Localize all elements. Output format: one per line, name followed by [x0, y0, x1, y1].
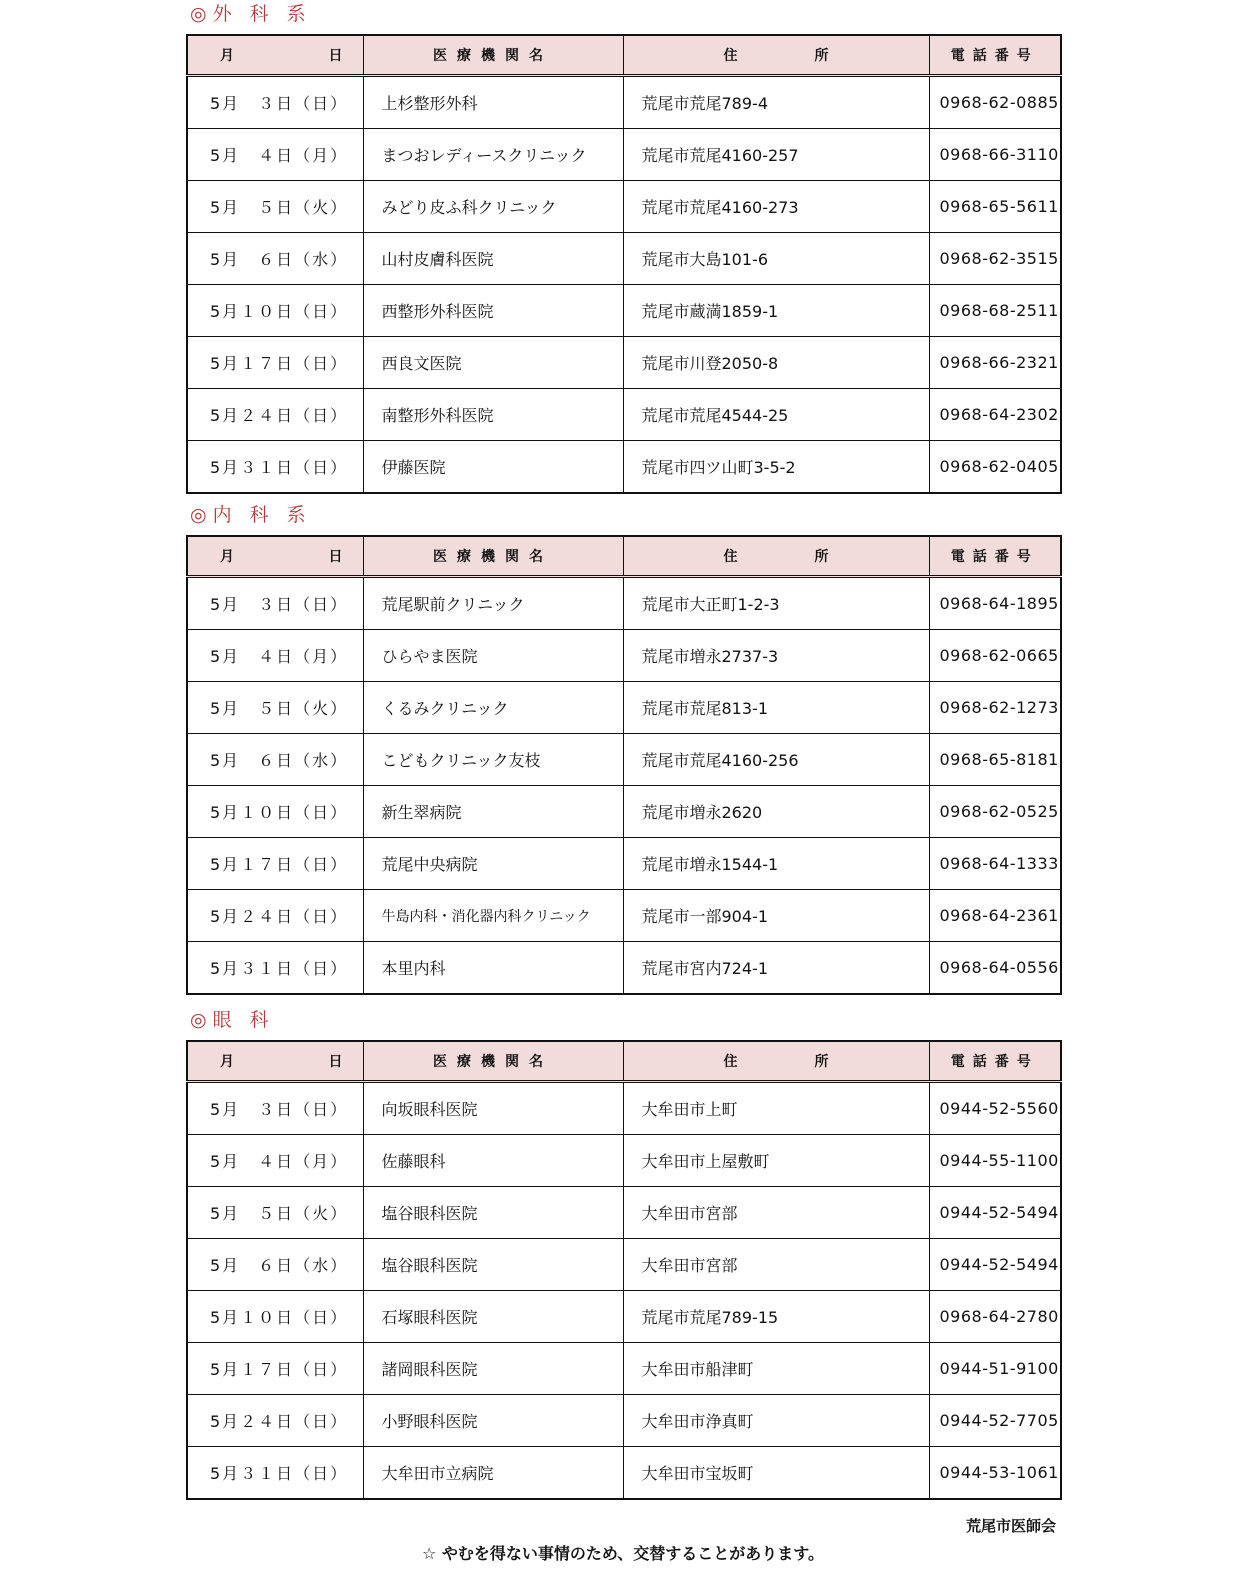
date-cell: 5月 ６日（水） [187, 233, 363, 285]
address-cell: 大牟田市船津町 [623, 1343, 929, 1395]
address-cell: 荒尾市増永2620 [623, 786, 929, 838]
phone-cell: 0968-64-2361 [929, 890, 1061, 942]
table-row [187, 1082, 1061, 1135]
clinic-name-cell: 諸岡眼科医院 [363, 1343, 623, 1395]
phone-cell: 0968-64-1895 [929, 577, 1061, 630]
address-cell: 荒尾市荒尾4160-273 [623, 181, 929, 233]
address-cell: 大牟田市上屋敷町 [623, 1135, 929, 1187]
header-address: 住 所 [623, 536, 929, 577]
phone-cell: 0968-62-0405 [929, 441, 1061, 494]
clinic-name-cell: 南整形外科医院 [363, 389, 623, 441]
header-name: 医療機関名 [363, 1041, 623, 1082]
clinic-name-cell: 小野眼科医院 [363, 1395, 623, 1447]
date-cell: 5月 ４日（月） [187, 1135, 363, 1187]
table-row [187, 285, 1061, 337]
schedule-table [186, 1040, 1062, 1500]
phone-cell: 0944-52-5560 [929, 1082, 1061, 1135]
header-tel: 電話番号 [929, 1041, 1061, 1082]
clinic-name-cell: 塩谷眼科医院 [363, 1239, 623, 1291]
address-cell: 荒尾市荒尾789-4 [623, 76, 929, 129]
phone-cell: 0968-66-3110 [929, 129, 1061, 181]
date-cell: 5月２４日（日） [187, 1395, 363, 1447]
date-cell: 5月 ４日（月） [187, 129, 363, 181]
clinic-name-cell: 上杉整形外科 [363, 76, 623, 129]
phone-cell: 0944-52-5494 [929, 1187, 1061, 1239]
date-cell: 5月 ３日（日） [187, 76, 363, 129]
date-cell: 5月 ３日（日） [187, 577, 363, 630]
date-cell: 5月 ３日（日） [187, 1082, 363, 1135]
address-cell: 大牟田市浄真町 [623, 1395, 929, 1447]
clinic-name-cell: 山村皮膚科医院 [363, 233, 623, 285]
table-header-row [187, 1041, 1061, 1082]
section-ophthalmology [186, 1009, 1060, 1500]
clinic-name-cell: ひらやま医院 [363, 630, 623, 682]
table-row [187, 734, 1061, 786]
address-cell: 大牟田市宝坂町 [623, 1447, 929, 1500]
clinic-name-cell: みどり皮ふ科クリニック [363, 181, 623, 233]
date-cell: 5月１７日（日） [187, 337, 363, 389]
date-cell: 5月１７日（日） [187, 838, 363, 890]
clinic-name-cell: 本里内科 [363, 942, 623, 995]
phone-cell: 0968-64-1333 [929, 838, 1061, 890]
table-row [187, 337, 1061, 389]
phone-cell: 0968-66-2321 [929, 337, 1061, 389]
header-address: 住 所 [623, 1041, 929, 1082]
address-cell: 荒尾市四ツ山町3-5-2 [623, 441, 929, 494]
address-cell: 荒尾市荒尾789-15 [623, 1291, 929, 1343]
date-cell: 5月 ４日（月） [187, 630, 363, 682]
table-row [187, 1447, 1061, 1500]
address-cell: 大牟田市上町 [623, 1082, 929, 1135]
address-cell: 荒尾市宮内724-1 [623, 942, 929, 995]
table-row [187, 1395, 1061, 1447]
date-cell: 5月 ５日（火） [187, 682, 363, 734]
clinic-name-cell: 西整形外科医院 [363, 285, 623, 337]
phone-cell: 0968-62-1273 [929, 682, 1061, 734]
header-date: 月 日 [187, 536, 363, 577]
address-cell: 荒尾市荒尾4160-257 [623, 129, 929, 181]
clinic-name-cell: まつおレディースクリニック [363, 129, 623, 181]
address-cell: 大牟田市宮部 [623, 1239, 929, 1291]
date-cell: 5月１７日（日） [187, 1343, 363, 1395]
date-cell: 5月１０日（日） [187, 1291, 363, 1343]
phone-cell: 0944-52-5494 [929, 1239, 1061, 1291]
clinic-name-cell: 向坂眼科医院 [363, 1082, 623, 1135]
table-row [187, 129, 1061, 181]
section-internal-medicine [186, 504, 1060, 995]
phone-cell: 0968-64-0556 [929, 942, 1061, 995]
date-cell: 5月２４日（日） [187, 389, 363, 441]
phone-cell: 0968-64-2302 [929, 389, 1061, 441]
section-surgery [186, 3, 1060, 494]
date-cell: 5月 ６日（水） [187, 1239, 363, 1291]
header-name: 医療機関名 [363, 536, 623, 577]
table-row [187, 1239, 1061, 1291]
address-cell: 荒尾市荒尾4160-256 [623, 734, 929, 786]
table-row [187, 1187, 1061, 1239]
date-cell: 5月３１日（日） [187, 1447, 363, 1500]
table-row [187, 441, 1061, 494]
header-date: 月 日 [187, 1041, 363, 1082]
address-cell: 荒尾市蔵満1859-1 [623, 285, 929, 337]
phone-cell: 0968-62-0665 [929, 630, 1061, 682]
address-cell: 荒尾市大正町1-2-3 [623, 577, 929, 630]
clinic-name-cell: 荒尾中央病院 [363, 838, 623, 890]
date-cell: 5月 ５日（火） [187, 1187, 363, 1239]
phone-cell: 0944-52-7705 [929, 1395, 1061, 1447]
date-cell: 5月２４日（日） [187, 890, 363, 942]
section-title: ◎内 科 系 [190, 504, 312, 526]
date-cell: 5月１０日（日） [187, 285, 363, 337]
clinic-name-cell: 大牟田市立病院 [363, 1447, 623, 1500]
clinic-name-cell: くるみクリニック [363, 682, 623, 734]
table-row [187, 181, 1061, 233]
clinic-name-cell: 塩谷眼科医院 [363, 1187, 623, 1239]
table-row [187, 890, 1061, 942]
table-row [187, 389, 1061, 441]
address-cell: 大牟田市宮部 [623, 1187, 929, 1239]
header-address: 住 所 [623, 35, 929, 76]
table-row [187, 76, 1061, 129]
address-cell: 荒尾市増永2737-3 [623, 630, 929, 682]
header-name: 医療機関名 [363, 35, 623, 76]
issuing-organization: 荒尾市医師会 [965, 1517, 1056, 1535]
address-cell: 荒尾市川登2050-8 [623, 337, 929, 389]
table-row [187, 682, 1061, 734]
header-tel: 電話番号 [929, 35, 1061, 76]
clinic-name-cell: 伊藤医院 [363, 441, 623, 494]
address-cell: 荒尾市荒尾4544-25 [623, 389, 929, 441]
table-row [187, 1291, 1061, 1343]
clinic-name-cell: 牛島内科・消化器内科クリニック [363, 890, 623, 942]
section-title: ◎眼 科 [190, 1009, 275, 1031]
phone-cell: 0968-62-0885 [929, 76, 1061, 129]
table-header-row [187, 536, 1061, 577]
clinic-name-cell: 石塚眼科医院 [363, 1291, 623, 1343]
phone-cell: 0944-53-1061 [929, 1447, 1061, 1500]
date-cell: 5月 ６日（水） [187, 734, 363, 786]
table-row [187, 1343, 1061, 1395]
phone-cell: 0968-62-3515 [929, 233, 1061, 285]
phone-cell: 0968-65-8181 [929, 734, 1061, 786]
table-row [187, 233, 1061, 285]
table-row [187, 1135, 1061, 1187]
schedule-table [186, 535, 1062, 995]
footer-note: ☆ やむを得ない事情のため、交替することがあります。 [422, 1544, 824, 1563]
phone-cell: 0968-62-0525 [929, 786, 1061, 838]
schedule-table [186, 34, 1062, 494]
address-cell: 荒尾市一部904-1 [623, 890, 929, 942]
clinic-name-cell: 新生翠病院 [363, 786, 623, 838]
table-header-row [187, 35, 1061, 76]
date-cell: 5月３１日（日） [187, 441, 363, 494]
table-row [187, 838, 1061, 890]
section-title: ◎外 科 系 [190, 3, 312, 25]
clinic-name-cell: 佐藤眼科 [363, 1135, 623, 1187]
date-cell: 5月１０日（日） [187, 786, 363, 838]
phone-cell: 0968-65-5611 [929, 181, 1061, 233]
date-cell: 5月３１日（日） [187, 942, 363, 995]
clinic-name-cell: 荒尾駅前クリニック [363, 577, 623, 630]
address-cell: 荒尾市大島101-6 [623, 233, 929, 285]
phone-cell: 0944-51-9100 [929, 1343, 1061, 1395]
date-cell: 5月 ５日（火） [187, 181, 363, 233]
table-row [187, 630, 1061, 682]
address-cell: 荒尾市増永1544-1 [623, 838, 929, 890]
address-cell: 荒尾市荒尾813-1 [623, 682, 929, 734]
clinic-name-cell: 西良文医院 [363, 337, 623, 389]
table-row [187, 942, 1061, 995]
phone-cell: 0968-64-2780 [929, 1291, 1061, 1343]
table-row [187, 577, 1061, 630]
clinic-name-cell: こどもクリニック友枝 [363, 734, 623, 786]
table-row [187, 786, 1061, 838]
phone-cell: 0944-55-1100 [929, 1135, 1061, 1187]
phone-cell: 0968-68-2511 [929, 285, 1061, 337]
header-date: 月 日 [187, 35, 363, 76]
header-tel: 電話番号 [929, 536, 1061, 577]
